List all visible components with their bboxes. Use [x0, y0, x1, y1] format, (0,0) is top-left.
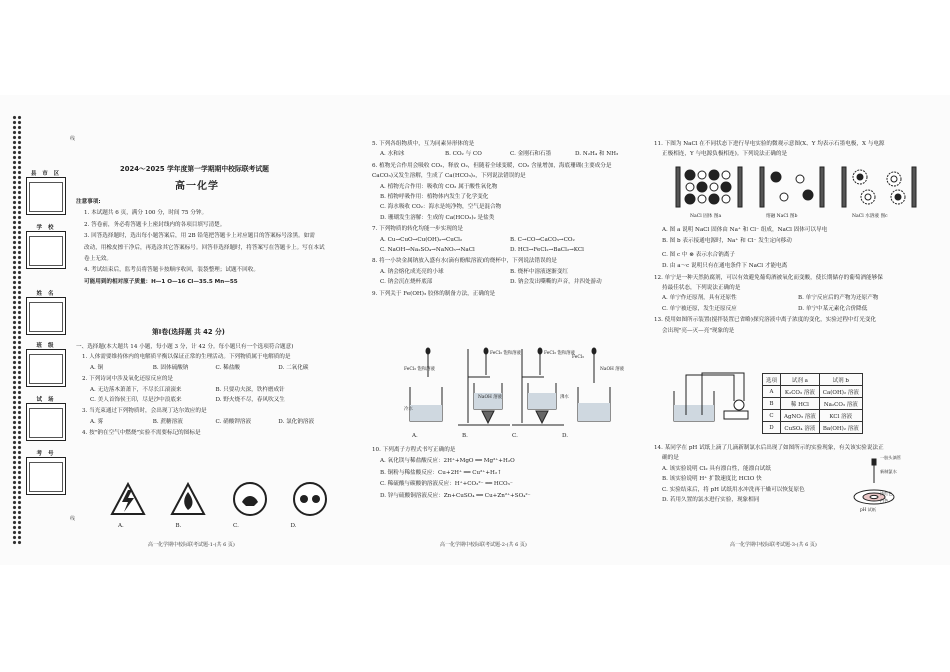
name-box: 姓 名 — [26, 297, 66, 335]
q13-table — [762, 373, 863, 434]
question-3: 3. 当光束通过下列物质时，会出现丁达尔效应的是 — [82, 408, 207, 415]
page1-questions: 一、选择题(本大题共 14 小题，每小题 3 分，计 42 分。每小题只有一个选项符合题意) 1. 人体需要维持体内的电解质平衡以保证正常的生理活动。下列物质属于电解质的是 A. 铜 B. 固体硫酸钠 C. 稀盐酸 D. 二氧化碳 2. 下列诗词中涉及氧化还原反应的是 A. 无边落木萧萧下，不尽长江滚滚来 B. 只要功夫深，铁杵磨成针 C. 美人首饰侯王印，尽是沙中浪底来 D. 野火烧不尽，春风吹又生 3. 当光束通过下列物质时，会出现丁达尔效应的是 A. 雾 B. 蔗糖溶液 C. 硝酸钾溶液 D. 氯化钠溶液 4. 按"钠在空气中燃烧"实验不需要标记的图标是 — [76, 344, 341, 438]
question-8: 8. 将一小块金属钠放入盛有水(滴有酚酞溶液)的烧杯中，下列说法错误的是 — [372, 258, 557, 265]
q9-label: FeCl₃ 饱和溶液 — [404, 367, 435, 372]
q13-apparatus — [664, 371, 754, 427]
question-10: 10. 下列离子方程式书写正确的是 — [372, 447, 456, 453]
table-row: A K₂CO₃ 溶液 Ca(OH)₂ 溶液 — [763, 386, 863, 398]
q11-figures — [672, 165, 922, 211]
q14-label: 浅红色 — [880, 491, 893, 496]
table-row: B 稀 HCl Na₂CO₃ 溶液 — [763, 398, 863, 410]
question-13: 13. 使用如图所示装置(搅拌装置已省略)探究溶液中离子浓度的变化，实验过程中灯光变化 — [654, 317, 877, 324]
q14-figure — [852, 457, 902, 507]
page3-footer: 高一化学期中校际联考试题-3-(共 6 页) — [730, 542, 817, 548]
apparatus-b — [458, 348, 510, 425]
subject-title: 高一化学 — [175, 181, 219, 192]
page1-footer: 高一化学期中校际联考试题-1-(共 6 页) — [148, 542, 235, 548]
fig-b-caption: 熔融 NaCl 图b — [766, 214, 798, 219]
q14-label: 一胶头滴管 — [880, 455, 901, 460]
page2-footer: 高一化学期中校际联考试题-2-(共 6 页) — [440, 542, 527, 548]
notice-line: 卷上无效。 — [84, 256, 112, 263]
q9-apparatus — [398, 347, 618, 433]
q14-label: 白色 — [880, 498, 889, 503]
q9-label: NaOH 溶液 — [478, 395, 503, 400]
q9-label: FeCl₃ — [572, 355, 584, 360]
question-14: 14. 某同学在 pH 试纸上滴了几滴新制氯水后出现了如图所示的实验现象，有关该实验说法正 — [654, 445, 884, 451]
notice-line: 2. 答卷前，务必将答题卡上密封线内的各项目填写清楚。 — [84, 221, 226, 228]
q9-label: FeCl₃ 饱和溶液 — [490, 351, 521, 356]
notice-line: 3. 回答选择题时，选出每小题答案后，用 2B 铅笔把答题卡上对应题目的答案标号涂黑。如需 — [84, 233, 315, 240]
table-row: C AgNO₃ 溶液 KCl 溶液 — [763, 410, 863, 422]
notices: 注意事项: 1. 本试题共 6 页，满分 100 分，时间 75 分钟。 2. 答卷前，务必将答题卡上密封线内的各项目填写清楚。 3. 回答选择题时，选出每小题答案后，用 2B 铅笔把答题卡上对应题目的答案标号涂黑。如需 改动，用橡皮擦干净后，再选涂其它答案标号。回答非选择题时，将答案写在答题卡上。写在本试 卷上无效。 4. 考试结束后，监考员将答题卡按顺序收回，装袋整理；试题不回收。 可能用到的相对原子质量：H—1 O—16 Cl—35.5 Mn—55 — [76, 199, 325, 285]
county-box: 县 市 区 — [26, 177, 66, 215]
exam-title: 2024～2025 学年度第一学期期中校际联考试题 — [120, 165, 269, 173]
page2-question-10: 10. 下列离子方程式书写正确的是 A. 氧化镁与稀盐酸反应：2H⁺+MgO ══ Mg²⁺+H₂O B. 铜粉与稀盐酸反应：Cu+2H⁺ ══ Cu²⁺+H₂↑ C. 稀硫酸与碳酸钠溶液反应：H⁺+CO₃²⁻ ══ HCO₃⁻ D. 锌与硫酸铜溶液反应：Zn+CuSO₄ ══ Cu+Zn²⁺+SO₄²⁻ — [372, 447, 640, 500]
question-1: 1. 人体需要维持体内的电解质平衡以保证正常的生理活动。下列物质属于电解质的是 — [82, 354, 291, 361]
perforation — [12, 115, 22, 545]
exam-sheet — [0, 95, 950, 565]
figure-b — [760, 167, 824, 207]
question-11: 11. 下图为 NaCl 在不同状态下进行导电实验的微观示意图(X、Y 均表示石墨电极，X 与电源 — [654, 141, 885, 147]
exam-number-box: 考 号 — [26, 457, 66, 495]
question-12: 12. 单宁是一种天然防腐剂，可以有效避免葡萄酒被氧化而变酸，使长期储存的葡萄酒能够保 — [654, 274, 883, 281]
hand-washing-icon — [234, 483, 266, 515]
fig-a-caption: NaCl 固体 图a — [690, 214, 722, 219]
q4-icons — [108, 480, 340, 520]
page3-q14: 14. 某同学在 pH 试纸上滴了几滴新制氯水后出现了如图所示的实验现象，有关该实验说法正 确的是 A. 该实验说明 Cl₂ 具有漂白性，能漂白试纸 B. 该实验说明 H⁺ 扩散速度比 HClO 快 C. 实验结束后，将 pH 试纸用水冲洗再干燥可以恢复原色 D. 若用久置的氯水进行实验，现象相同 — [654, 445, 884, 504]
figure-a — [676, 167, 742, 207]
question-9: 9. 下列关于 Fe(OH)₃ 胶体的制备方法，正确的是 — [372, 290, 496, 297]
goggles-icon — [294, 483, 326, 515]
binding-strip — [10, 115, 76, 545]
q9-label: 冷水 — [404, 407, 413, 412]
apparatus-c — [512, 348, 564, 425]
class-box: 班 级 — [26, 349, 66, 387]
atomic-masses: 可能用到的相对原子质量：H—1 O—16 Cl—35.5 Mn—55 — [84, 278, 238, 285]
side-mark-2: 线 — [70, 516, 76, 522]
exam-room-box: 试 场 — [26, 403, 66, 441]
table-row: D CuSO₄ 溶液 Ba(OH)₂ 溶液 — [763, 422, 863, 434]
flammable-hazard-icon — [172, 484, 204, 514]
notice-line: 4. 考试结束后，监考员将答题卡按顺序收回，装袋整理；试题不回收。 — [84, 267, 259, 274]
notice-line: 1. 本试题共 6 页，满分 100 分，时间 75 分钟。 — [84, 210, 208, 217]
table-header: 选项 试剂 a 试剂 b — [763, 374, 863, 386]
apparatus-a — [410, 348, 442, 421]
q1-options: A. 铜 B. 固体硫酸钠 C. 稀盐酸 D. 二氧化碳 — [90, 364, 309, 371]
figure-c — [842, 167, 916, 207]
question-7: 7. 下列物质的转化均能一步实现的是 — [372, 226, 464, 233]
question-2: 2. 下列诗词中涉及氧化还原反应的是 — [82, 376, 174, 383]
question-6: 6. 植物光合作用会吸收 CO₂，释放 O₂，但随着全球变暖，CO₂ 含量增加，海底珊瑚(主要成分是 — [372, 162, 612, 169]
q9-label: 沸水 — [560, 395, 569, 400]
page3-q11-12: A. 图 a 说明 NaCl 固体由 Na⁺ 和 Cl⁻ 组成，NaCl 固体可以导电 B. 图 b 表示接通电源时，Na⁺ 和 Cl⁻ 发生定向移动 C. 图 c 中 ⊛ 表示水合钠离子 D. 由 a～c 说明只有在通电条件下 NaCl 才能电离 12. 单宁是一种天然防腐剂，可以有效避免葡萄酒被氧化而变酸，使长期储存的葡萄酒能够保 持最佳状态，下列说法正确的是 A. 单宁作还原剂，具有还原性 B. 单宁反应后的产物为还原产物 C. 单宁被还原，发生还原反应 D. 单宁中某元素化合价降低 13. 使用如图所示装置(搅拌装置已省略)探究溶液中离子浓度的变化，实验过程中灯光变化 会出现"亮—灭—亮"现象的是 — [654, 227, 934, 335]
question-4: 4. 按"钠在空气中燃烧"实验不需要标记的图标是 — [82, 430, 201, 437]
part1-title: 第Ⅰ卷(选择题 共 42 分) — [152, 328, 225, 336]
notice-line: 改动，用橡皮擦干净后，再选涂其它答案标号。回答非选择题时，将答案写在答题卡上。写在本试 — [84, 244, 325, 251]
electricity-hazard-icon — [112, 484, 144, 514]
q9-label: FeCl₃ 饱和溶液 — [544, 351, 575, 356]
question-5: 5. 下列各组物质中，互为同素异形体的是 — [372, 141, 475, 147]
q9-label: NaOH 溶液 — [600, 367, 625, 372]
q14-label: pH 试纸 — [860, 507, 877, 512]
q9-options: A. B. C. D. — [412, 433, 569, 439]
q14-label: 新制氯水 — [880, 469, 897, 474]
side-mark: 线 — [70, 136, 76, 142]
page3-q11: 11. 下图为 NaCl 在不同状态下进行导电实验的微观示意图(X、Y 均表示石墨电极，X 与电源 正极相连，Y 与电源负极相连)。下列说法正确的是 — [654, 141, 934, 159]
page2-questions: 5. 下列各组物质中，互为同素异形体的是 A. 水和冰 B. CO₂ 与 CO C. 金刚石和石墨 D. N₂H₄ 和 NH₃ 6. 植物光合作用会吸收 CO₂，释放 O₂，但随着全球变暖，CO₂ 含量增加，海底珊瑚(主要成分是 CaCO₃)又发生溶解，生成了 Ca(HCO₃)₂，下列说法错误的是 A. 植物光合作用：吸收的 CO₂ 属于酸性氧化物 B. 植物呼吸作用：植物体内发生了化学变化 C. 海水吸收 CO₂：海水是纯净物，空气是混合物 D. 珊瑚发生溶解：生成的 Ca(HCO₃)₂ 是盐类 7. 下列物质的转化均能一步实现的是 A. Cu→CuO→Cu(OH)₂→CuCl₂ B. C→CO→CaCO₃→CO₂ C. NaOH→Na₂SO₄→NaNO₃→NaCl D. HCl→FeCl₂→BaCl₂→KCl 8. 将一小块金属钠放入盛有水(滴有酚酞溶液)的烧杯中，下列说法错误的是 A. 钠会熔化成光亮的小球 B. 烧杯中溶液逐渐变红 C. 钠会沉在烧杯底部 D. 钠会发出嘶嘶的声音，并四处游动 9. 下列关于 Fe(OH)₃ 胶体的制备方法，正确的是 — [372, 141, 640, 298]
school-box: 学 校 — [26, 231, 66, 269]
q4-options: A. B. C. D. — [118, 523, 297, 529]
fig-c-caption: NaCl 水溶液 图c — [852, 214, 888, 219]
